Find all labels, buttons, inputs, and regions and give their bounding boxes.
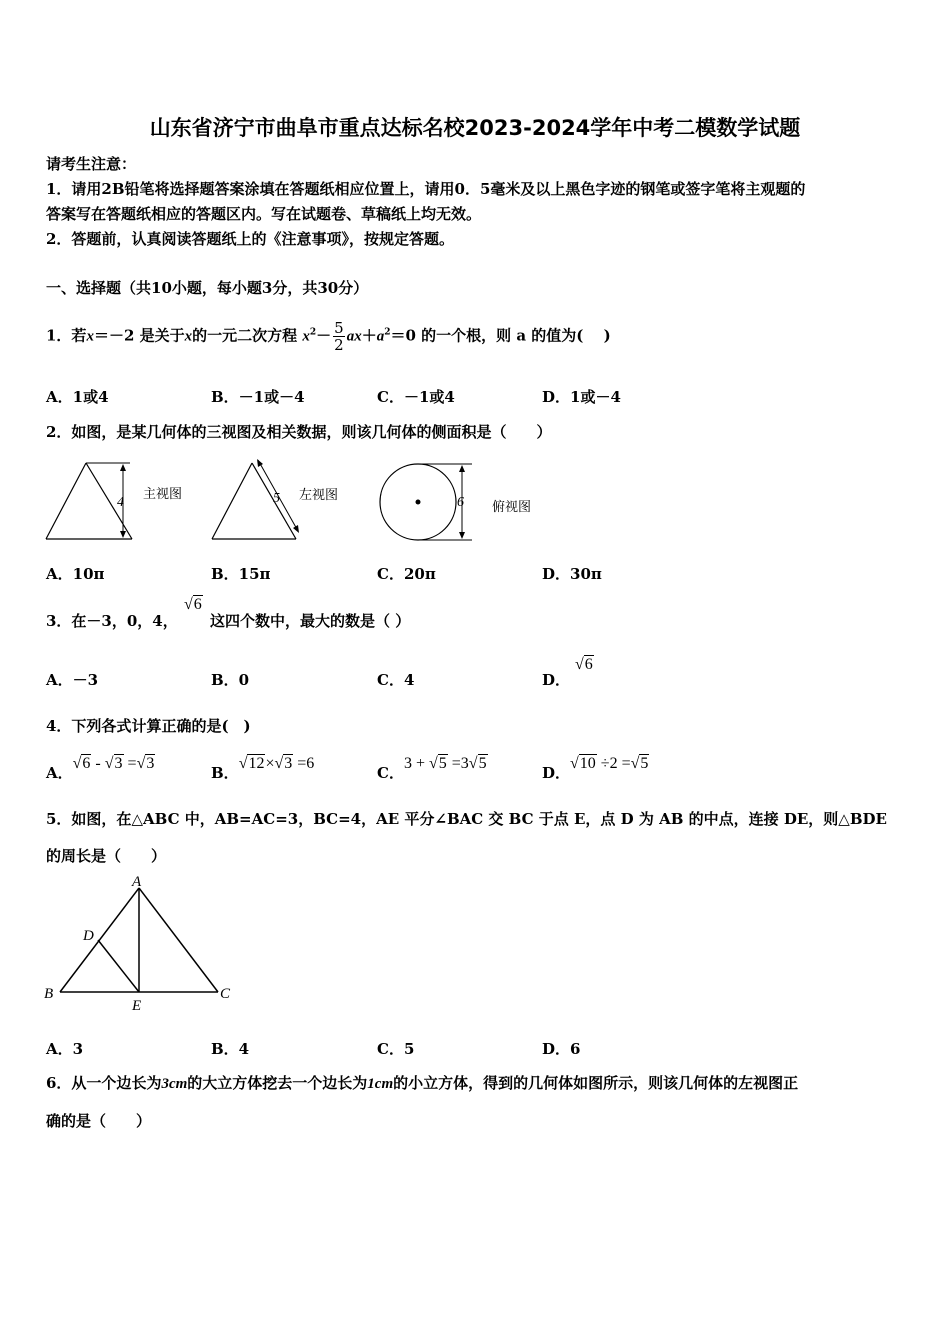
q4-b-expr: √12×√3 =6 xyxy=(238,755,315,772)
q4-b-eq: =6 xyxy=(293,755,315,772)
q4-a-op: - xyxy=(91,755,105,772)
notice-line-1: 1．请用2B铅笔将选择题答案涂填在答题纸相应位置上，请用0．5毫米及以上黑色字迹的钢笔或签字笔将主观题的 xyxy=(46,180,806,198)
top-view-label: 俯视图 xyxy=(492,500,532,515)
q3-radicand: 6 xyxy=(193,596,202,613)
front-view-dim: 4 xyxy=(117,495,124,510)
q6-line-1 xyxy=(46,1072,798,1093)
notice-line-2: 答案写在答题纸相应的答题区内。写在试题卷、草稿纸上均无效。 xyxy=(46,205,482,223)
q6-line-2: 确的是（ ） xyxy=(46,1112,152,1130)
q4-c-rad1: 5 xyxy=(438,755,447,772)
q1-option-c[interactable]: C．－1或4 xyxy=(377,388,455,406)
front-view-label: 主视图 xyxy=(143,487,183,502)
point-c-label: C xyxy=(220,986,231,1002)
q1-a: a xyxy=(376,328,385,345)
q4-option-a[interactable] xyxy=(46,752,155,782)
q2-option-a[interactable]: A．10π xyxy=(46,565,105,583)
q6-big-edge: 3cm xyxy=(161,1076,188,1092)
q1-x: x xyxy=(86,328,94,345)
q6-small-edge: 1cm xyxy=(367,1076,394,1092)
q1-prefix: 1．若 xyxy=(46,326,87,345)
question-2: 2．如图，是某几何体的三视图及相关数据，则该几何体的侧面积是（ ） xyxy=(46,423,552,441)
q1-minus: － xyxy=(316,326,332,345)
q3-option-b[interactable]: B．0 xyxy=(211,671,250,689)
q6-text-c: 的大立方体挖去一个边长为 xyxy=(187,1074,368,1092)
segment-ac xyxy=(139,888,218,992)
q4-c-eq: =3 xyxy=(447,755,469,772)
top-view-dim: 6 xyxy=(457,495,464,510)
q4-a-expr: √6 - √3 =√3 xyxy=(72,755,155,772)
q4-b-rad2: 3 xyxy=(284,755,293,772)
q4-a-rad3: 3 xyxy=(146,755,155,772)
q1-option-a[interactable]: A．1或4 xyxy=(46,388,109,406)
q5-option-a[interactable]: A．3 xyxy=(46,1040,84,1058)
q1-mid: 是关于 xyxy=(139,326,185,345)
q4-d-rad2: 5 xyxy=(640,755,649,772)
q6-text-a: 6．从一个边长为 xyxy=(46,1074,162,1092)
point-a-label: A xyxy=(132,874,142,890)
q4-c-expr: 3 + √5 =3√5 xyxy=(403,755,487,772)
point-e-label: E xyxy=(132,998,142,1014)
q3-prefix: 3．在－3，0，4， xyxy=(46,612,178,630)
q4-option-d[interactable] xyxy=(542,752,649,782)
q1-sup: 2 xyxy=(309,327,317,338)
q4-a-rad1: 6 xyxy=(82,755,91,772)
q4-b-label: B． xyxy=(211,764,239,782)
q2-option-d[interactable]: D．30π xyxy=(542,565,602,583)
q4-c-rad2: 5 xyxy=(478,755,487,772)
left-view-triangle xyxy=(212,459,299,539)
q3-option-d[interactable]: D． xyxy=(542,671,571,689)
q5-option-d[interactable]: D．6 xyxy=(542,1040,581,1058)
q1-plus: ＋ xyxy=(361,326,377,345)
q3-sqrt: √6 xyxy=(184,596,202,613)
q4-option-b[interactable] xyxy=(211,752,315,782)
notice-heading: 请考生注意： xyxy=(46,155,137,173)
q1-ax: ax xyxy=(346,328,362,345)
q4-c-pre: 3 + xyxy=(403,755,429,772)
q1-option-b[interactable]: B．－1或－4 xyxy=(211,388,305,406)
segment-de xyxy=(98,940,139,992)
q3-option-d-radicand: 6 xyxy=(584,656,593,673)
section-heading: 一、选择题（共10小题，每小题3分，共30分） xyxy=(46,279,369,297)
q5-line-2: 的周长是（ ） xyxy=(46,847,167,865)
q3-option-c[interactable]: C．4 xyxy=(377,671,415,689)
q2-option-c[interactable]: C．20π xyxy=(377,565,436,583)
q3-option-a[interactable]: A．－3 xyxy=(46,671,99,689)
point-b-label: B xyxy=(44,986,54,1002)
q1-option-d[interactable]: D．1或－4 xyxy=(542,388,621,406)
q4-b-rad1: 12 xyxy=(248,755,265,772)
q1-tail: ＝0 的一个根，则 a 的值为( ) xyxy=(390,326,611,345)
q4-a-label: A． xyxy=(46,764,73,782)
q5-triangle-figure xyxy=(40,870,240,1015)
q4-a-rad2: 3 xyxy=(114,755,123,772)
q2-three-views-figure xyxy=(40,455,550,550)
q1-frac-num: 5 xyxy=(334,319,344,337)
page-title: 山东省济宁市曲阜市重点达标名校2023-2024学年中考二模数学试题 xyxy=(149,116,801,140)
q4-a-eq: = xyxy=(123,755,137,772)
q4-d-op: ÷2 = xyxy=(596,755,631,772)
left-view-dim: 5 xyxy=(273,491,280,506)
q1-x2: x xyxy=(184,328,193,345)
q1-sup-b: 2 xyxy=(384,327,391,338)
q4-d-expr: √10 ÷2 =√5 xyxy=(570,755,649,772)
q5-line-1: 5．如图，在△ABC 中，AB=AC=3，BC=4，AE 平分∠BAC 交 BC 于点 E，点 D 为 AB 的中点，连接 DE，则△BDE xyxy=(46,810,887,828)
q4-b-op: × xyxy=(265,755,275,772)
q5-option-c[interactable]: C．5 xyxy=(377,1040,415,1058)
q1-eq: ＝－2 xyxy=(93,326,135,345)
q2-option-b[interactable]: B．15π xyxy=(211,565,271,583)
q3-option-d-sqrt: √6 xyxy=(575,656,593,673)
notice-line-3: 2．答题前，认真阅读答题纸上的《注意事项》，按规定答题。 xyxy=(46,230,454,248)
q4-d-rad1: 10 xyxy=(579,755,596,772)
q4-option-c[interactable] xyxy=(377,752,488,782)
question-1 xyxy=(46,320,611,353)
q1-mid2: 的一元二次方程 xyxy=(192,326,298,345)
q4-c-label: C． xyxy=(377,764,404,782)
q4-d-label: D． xyxy=(542,764,571,782)
q1-frac-den: 2 xyxy=(334,336,344,354)
point-d-label: D xyxy=(83,928,94,944)
q1-fraction xyxy=(333,320,345,353)
q1-poly-x: x xyxy=(302,328,310,345)
question-4: 4．下列各式计算正确的是( ) xyxy=(46,717,251,735)
left-view-label: 左视图 xyxy=(299,488,339,503)
q3-tail: 这四个数中，最大的数是（ ） xyxy=(210,612,411,630)
q5-option-b[interactable]: B．4 xyxy=(211,1040,250,1058)
q6-text-e: 的小立方体，得到的几何体如图所示，则该几何体的左视图正 xyxy=(393,1074,799,1092)
